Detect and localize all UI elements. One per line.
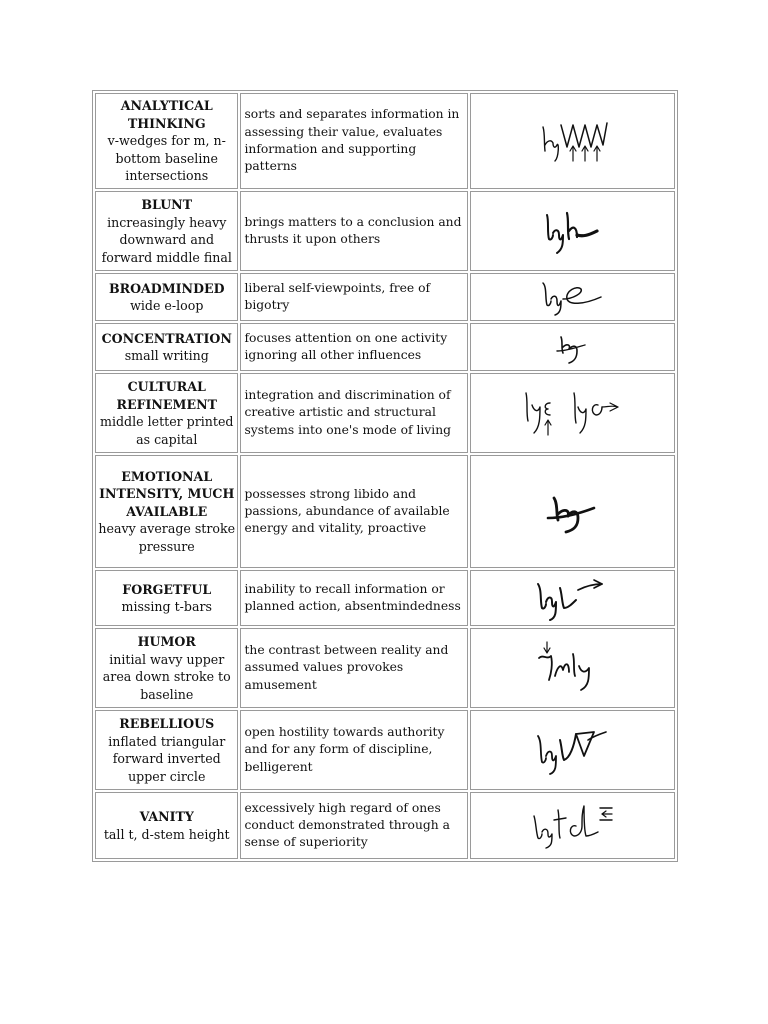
trait-feature: v-wedges for m, n- bottom baseline intersections [107,133,226,184]
trait-name: BLUNT [141,197,193,212]
description-cell: focuses attention on one activity ignoring all other influences [240,323,468,371]
description-cell: sorts and separates information in assessing their value, evaluates information and supporting patterns [240,93,468,189]
description-cell: open hostility towards authority and for any form of discipline, belligerent [240,710,468,790]
handwriting-sample-heavy-pressure-icon [538,490,608,534]
handwriting-sample-missing-t-bar-icon [528,574,618,622]
trait-name: VANITY [139,809,194,824]
trait-cell [95,323,238,371]
trait-name: CULTURAL REFINEMENT [116,379,217,412]
table-row [95,710,675,790]
sample-cell [470,323,675,371]
description-cell: inability to recall information or planned action, absentmindedness [240,570,468,626]
sample-cell [470,710,675,790]
trait-cell [95,373,238,453]
table-row [95,628,675,708]
trait-cell [95,710,238,790]
description-cell: brings matters to a conclusion and thrusts it upon others [240,191,468,271]
description-cell: integration and discrimination of creative artistic and structural systems into one's mode of living [240,373,468,453]
trait-name: BROADMINDED [108,280,225,296]
table-row [95,191,675,271]
trait-name: REBELLIOUS [119,716,215,731]
table-row [95,792,675,859]
handwriting-traits-table [92,90,678,862]
trait-feature: inflated triangular forward inverted upper circle [108,733,226,784]
handwriting-sample-blunt-final-icon [533,207,613,255]
description-cell: excessively high regard of ones conduct demonstrated through a sense of superiority [240,792,468,859]
trait-cell [95,93,238,189]
sample-cell [470,792,675,859]
description-cell: the contrast between reality and assumed values provokes amusement [240,628,468,708]
handwriting-sample-wavy-initial-icon [533,640,613,696]
trait-feature: missing t-bars [121,599,212,614]
handwriting-sample-v-wedges-icon [533,117,613,165]
handwriting-sample-wide-e-loop-icon [533,277,613,317]
table-row [95,93,675,189]
description-cell: liberal self-viewpoints, free of bigotry [240,273,468,321]
sample-cell [470,191,675,271]
sample-cell [470,628,675,708]
table-row [95,570,675,626]
sample-cell [470,93,675,189]
trait-feature: increasingly heavy downward and forward middle final [101,214,232,265]
trait-name: EMOTIONAL INTENSITY, MUCH AVAILABLE [99,468,235,519]
table-row [95,323,675,371]
handwriting-sample-printed-capital-icon [518,385,628,441]
handwriting-sample-small-writing-icon [543,329,603,365]
trait-cell [95,191,238,271]
trait-name: CONCENTRATION [101,330,232,346]
trait-name: ANALYTICAL THINKING [120,98,213,131]
description-cell: possesses strong libido and passions, abundance of available energy and vitality, proactive [240,455,468,568]
trait-feature: heavy average stroke pressure [98,521,236,554]
trait-name: HUMOR [137,634,196,649]
handwriting-sample-inverted-circle-icon [528,722,618,778]
trait-cell [95,792,238,859]
trait-cell [95,455,238,568]
table-row [95,373,675,453]
sample-cell [470,455,675,568]
trait-feature: initial wavy upper area down stroke to baseline [102,651,231,702]
handwriting-sample-tall-stems-icon [528,802,618,850]
trait-feature: wide e-loop [130,298,204,313]
sample-cell [470,273,675,321]
table-row [95,273,675,321]
trait-feature: small writing [124,348,209,363]
trait-cell [95,628,238,708]
table-row [95,455,675,568]
sample-cell [470,373,675,453]
trait-feature: middle letter printed as capital [100,414,234,447]
trait-cell [95,570,238,626]
sample-cell [470,570,675,626]
trait-cell [95,273,238,321]
trait-feature: tall t, d-stem height [103,826,230,842]
trait-name: FORGETFUL [122,581,212,597]
